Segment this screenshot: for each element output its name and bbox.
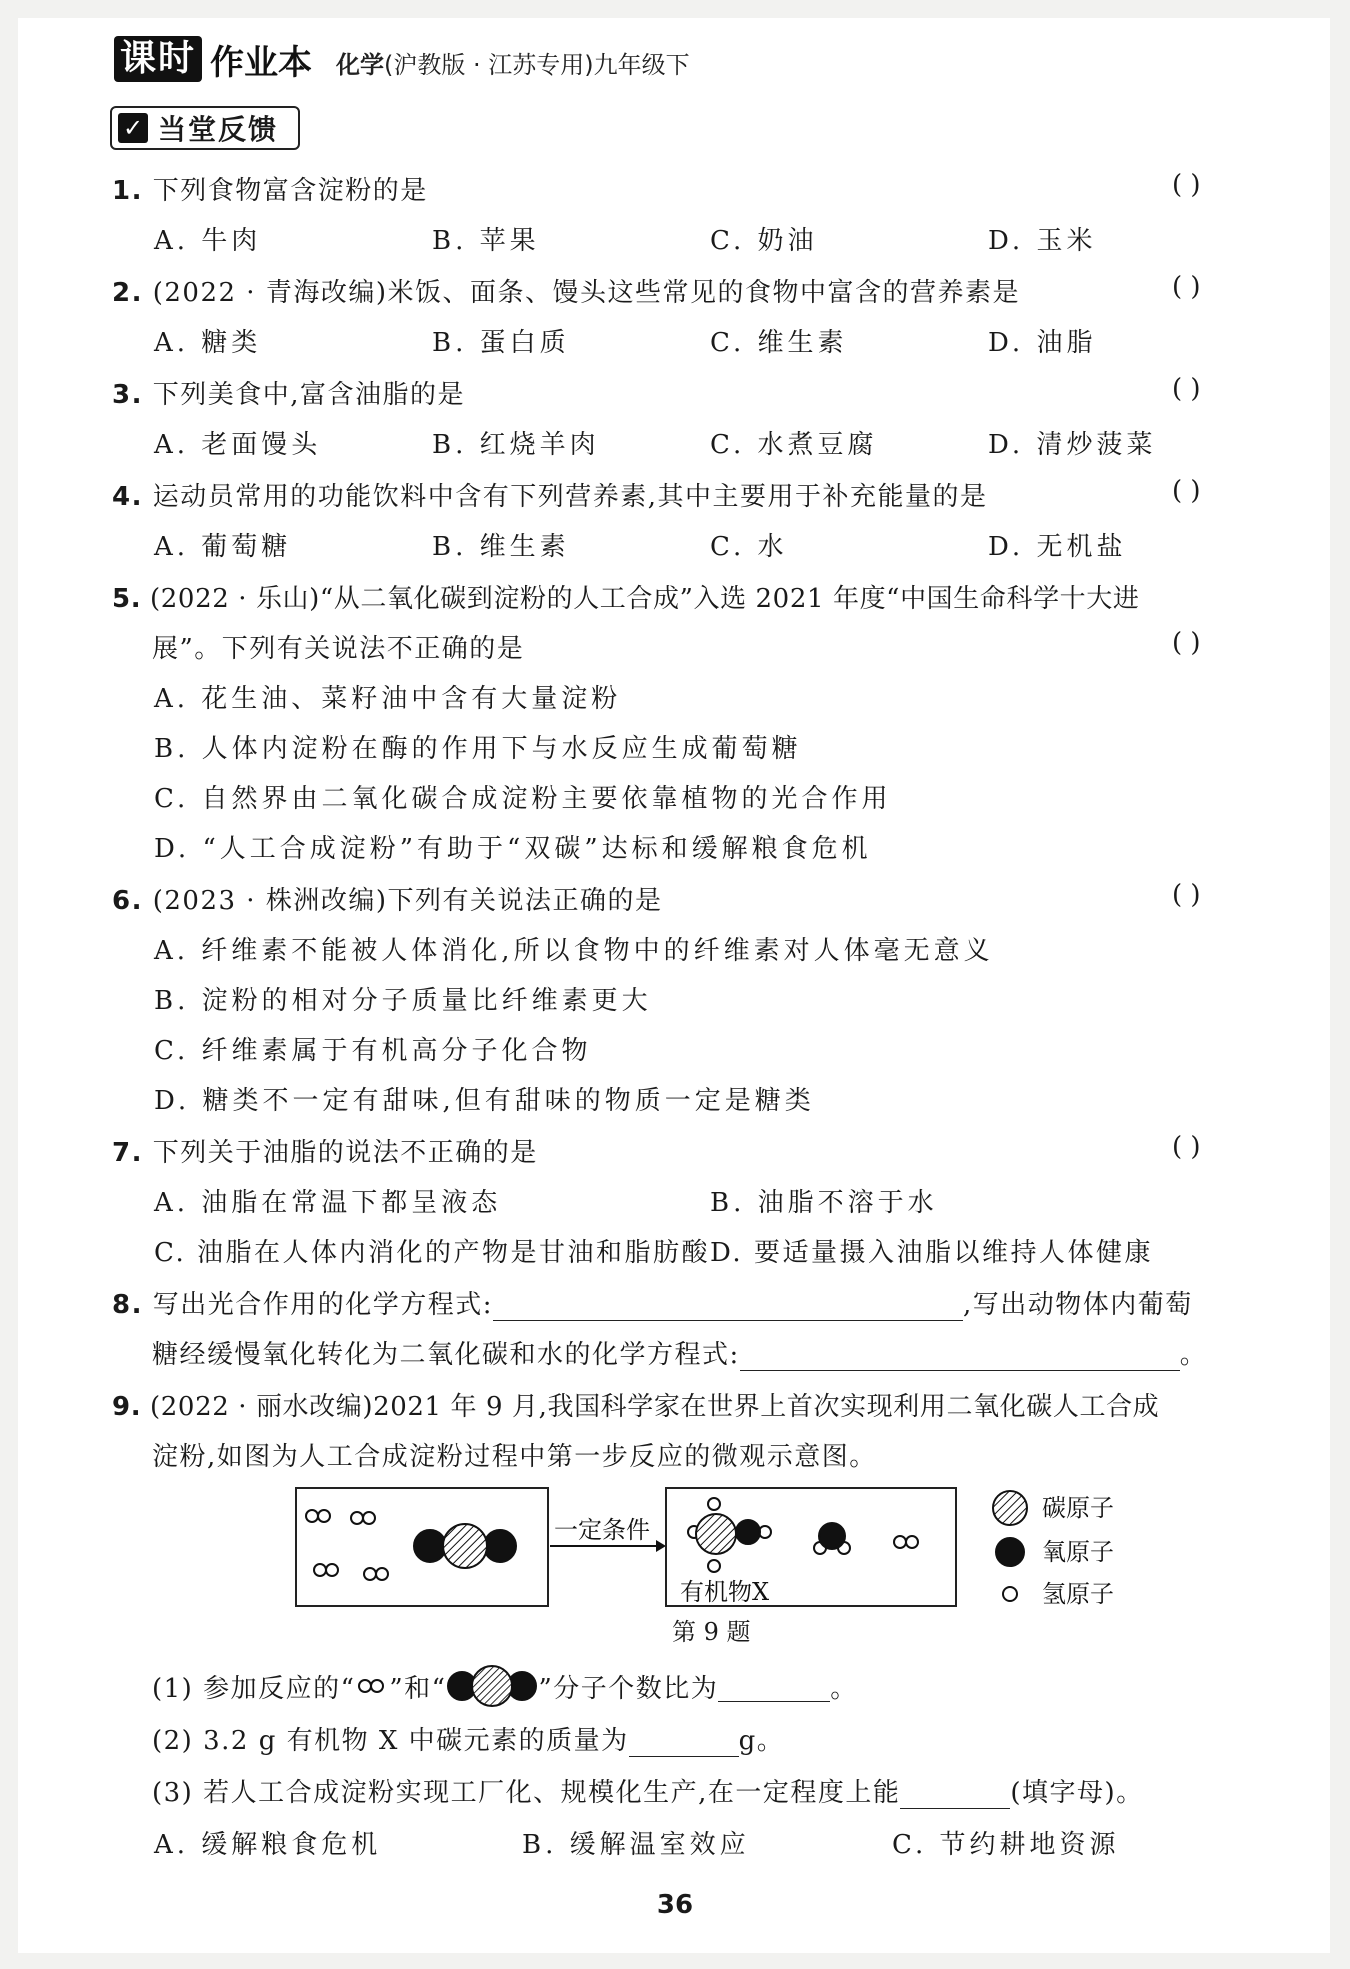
question-text: 下列关于油脂的说法不正确的是 <box>152 1138 538 1168</box>
question-text: (2023 · 株洲改编)下列有关说法正确的是 <box>152 886 663 916</box>
option-a: A. 纤维素不能被人体消化,所以食物中的纤维素对人体毫无意义 <box>154 936 994 966</box>
subject-name: 化学 <box>336 51 384 79</box>
question-number: 6. <box>112 886 143 916</box>
option-a: A. 葡萄糖 <box>154 532 292 562</box>
edition-info: (沪教版 · 江苏专用)九年级下 <box>384 51 690 79</box>
option-a: A. 缓解粮食危机 <box>154 1830 382 1860</box>
question-8-line1 <box>112 1284 1193 1321</box>
option-d: D. “人工合成淀粉”有助于“双碳”达标和缓解粮食危机 <box>154 834 872 864</box>
legend-carbon: 碳原子 <box>1042 1494 1114 1522</box>
option-a: A. 牛肉 <box>154 226 262 256</box>
question-text: 糖经缓慢氧化转化为二氧化碳和水的化学方程式: <box>152 1340 740 1370</box>
sub-question-1 <box>152 1664 858 1708</box>
question-2-stem <box>112 272 1020 309</box>
sub-text: (2) 3.2 g 有机物 X 中碳元素的质量为 <box>152 1726 629 1756</box>
question-8-line2 <box>152 1334 1207 1371</box>
answer-blank[interactable] <box>740 1370 1180 1371</box>
option-d: D. 清炒菠菜 <box>988 430 1157 460</box>
question-text: 下列美食中,富含油脂的是 <box>152 380 465 410</box>
option-c: C. 自然界由二氧化碳合成淀粉主要依靠植物的光合作用 <box>154 784 892 814</box>
question-4-stem <box>112 476 988 513</box>
check-icon: ✓ <box>118 113 148 143</box>
book-logo <box>114 36 312 82</box>
option-d: D. 无机盐 <box>988 532 1127 562</box>
option-d: D. 糖类不一定有甜味,但有甜味的物质一定是糖类 <box>154 1086 815 1116</box>
option-c: C. 节约耕地资源 <box>892 1830 1120 1860</box>
figure-caption: 第 9 题 <box>672 1618 751 1646</box>
section-badge <box>110 106 300 150</box>
question-number: 8. <box>112 1290 143 1320</box>
question-text: (2022 · 丽水改编)2021 年 9 月,我国科学家在世界上首次实现利用二氧化碳人工合成 <box>150 1392 1160 1422</box>
sentence-end: 。 <box>1179 1340 1208 1370</box>
question-text: 下列食物富含淀粉的是 <box>152 176 428 206</box>
sub-end: g。 <box>738 1726 785 1756</box>
answer-blank[interactable] <box>493 1320 963 1321</box>
sub-text: ”和“ <box>389 1673 447 1704</box>
legend <box>993 1491 1114 1608</box>
question-number: 9. <box>112 1392 142 1422</box>
question-text: 写出光合作用的化学方程式: <box>152 1290 493 1320</box>
sub-text: (3) 若人工合成淀粉实现工厂化、规模化生产,在一定程度上能 <box>152 1778 901 1808</box>
option-a: A. 糖类 <box>154 328 262 358</box>
question-number: 3. <box>112 380 143 410</box>
question-7-stem <box>112 1132 538 1169</box>
logo-label: 课时 <box>114 36 202 82</box>
question-1-stem <box>112 170 428 207</box>
question-text-cont: ,写出动物体内葡萄 <box>963 1290 1193 1320</box>
question-number: 2. <box>112 278 143 308</box>
subject-line <box>336 45 690 80</box>
sub-question-2 <box>152 1720 784 1757</box>
question-6-stem <box>112 880 662 917</box>
question-text: (2022 · 青海改编)米饭、面条、馒头这些常见的食物中富含的营养素是 <box>152 278 1020 308</box>
option-b: B. 蛋白质 <box>432 328 570 358</box>
section-title: 当堂反馈 <box>158 113 279 146</box>
option-d: D. 要适量摄入油脂以维持人体健康 <box>710 1238 1153 1268</box>
answer-blank[interactable] <box>900 1782 1010 1809</box>
option-b: B. 红烧羊肉 <box>432 430 600 460</box>
option-b: B. 维生素 <box>432 532 570 562</box>
option-b: B. 人体内淀粉在酶的作用下与水反应生成葡萄糖 <box>154 734 802 764</box>
question-3-stem <box>112 374 465 411</box>
answer-parentheses: ( ) <box>1172 374 1201 404</box>
question-text: (2022 · 乐山)“从二氧化碳到淀粉的人工合成”入选 2021 年度“中国生命科学十大进 <box>150 584 1140 614</box>
hydrogen-molecule-icon <box>355 1677 389 1695</box>
question-text: 运动员常用的功能饮料中含有下列营养素,其中主要用于补充能量的是 <box>152 482 988 512</box>
option-b: B. 缓解温室效应 <box>522 1830 750 1860</box>
sub-text: (1) 参加反应的“ <box>152 1673 356 1704</box>
question-5-stem-line1 <box>112 578 1139 615</box>
option-c: C. 奶油 <box>710 226 818 256</box>
hydrogen-atom-icon <box>1003 1587 1017 1601</box>
legend-hydrogen: 氢原子 <box>1042 1580 1114 1608</box>
carbon-dioxide-molecule <box>414 1524 516 1568</box>
option-c: C. 油脂在人体内消化的产物是甘油和脂肪酸 <box>154 1238 710 1268</box>
page-number: 36 <box>656 1890 694 1920</box>
option-d: D. 油脂 <box>988 328 1097 358</box>
sub-end: 。 <box>830 1673 858 1704</box>
answer-parentheses: ( ) <box>1172 628 1201 658</box>
option-b: B. 淀粉的相对分子质量比纤维素更大 <box>154 986 652 1016</box>
legend-oxygen: 氧原子 <box>1042 1538 1114 1566</box>
sub-question-3 <box>152 1772 1144 1809</box>
option-b: B. 油脂不溶于水 <box>710 1188 938 1218</box>
option-c: C. 水煮豆腐 <box>710 430 878 460</box>
option-b: B. 苹果 <box>432 226 540 256</box>
product-label: 有机物X <box>680 1578 770 1606</box>
option-a: A. 花生油、菜籽油中含有大量淀粉 <box>154 684 622 714</box>
book-title: 作业本 <box>210 42 313 83</box>
option-c: C. 维生素 <box>710 328 848 358</box>
answer-parentheses: ( ) <box>1172 272 1201 302</box>
question-number: 1. <box>112 176 143 206</box>
answer-parentheses: ( ) <box>1172 170 1201 200</box>
question-5-stem-line2: 展”。下列有关说法不正确的是 <box>152 634 525 664</box>
carbon-atom-icon <box>993 1491 1027 1525</box>
option-c: C. 水 <box>710 532 788 562</box>
carbon-dioxide-icon <box>446 1664 538 1708</box>
option-d: D. 玉米 <box>988 226 1097 256</box>
question-number: 5. <box>112 584 142 614</box>
answer-parentheses: ( ) <box>1172 476 1201 506</box>
sub-text: ”分子个数比为 <box>538 1673 719 1704</box>
arrow-label: 一定条件 <box>554 1516 650 1544</box>
option-a: A. 老面馒头 <box>154 430 322 460</box>
answer-blank[interactable] <box>718 1671 830 1702</box>
answer-parentheses: ( ) <box>1172 880 1201 910</box>
answer-blank[interactable] <box>629 1730 739 1757</box>
question-number: 7. <box>112 1138 143 1168</box>
question-9-stem-line1 <box>112 1386 1159 1423</box>
option-a: A. 油脂在常温下都呈液态 <box>154 1188 502 1218</box>
question-number: 4. <box>112 482 143 512</box>
oxygen-atom-icon <box>996 1538 1024 1566</box>
question-9-stem-line2: 淀粉,如图为人工合成淀粉过程中第一步反应的微观示意图。 <box>152 1442 877 1472</box>
answer-parentheses: ( ) <box>1172 1132 1201 1162</box>
option-c: C. 纤维素属于有机高分子化合物 <box>154 1036 592 1066</box>
sub-end: (填字母)。 <box>1010 1778 1144 1808</box>
